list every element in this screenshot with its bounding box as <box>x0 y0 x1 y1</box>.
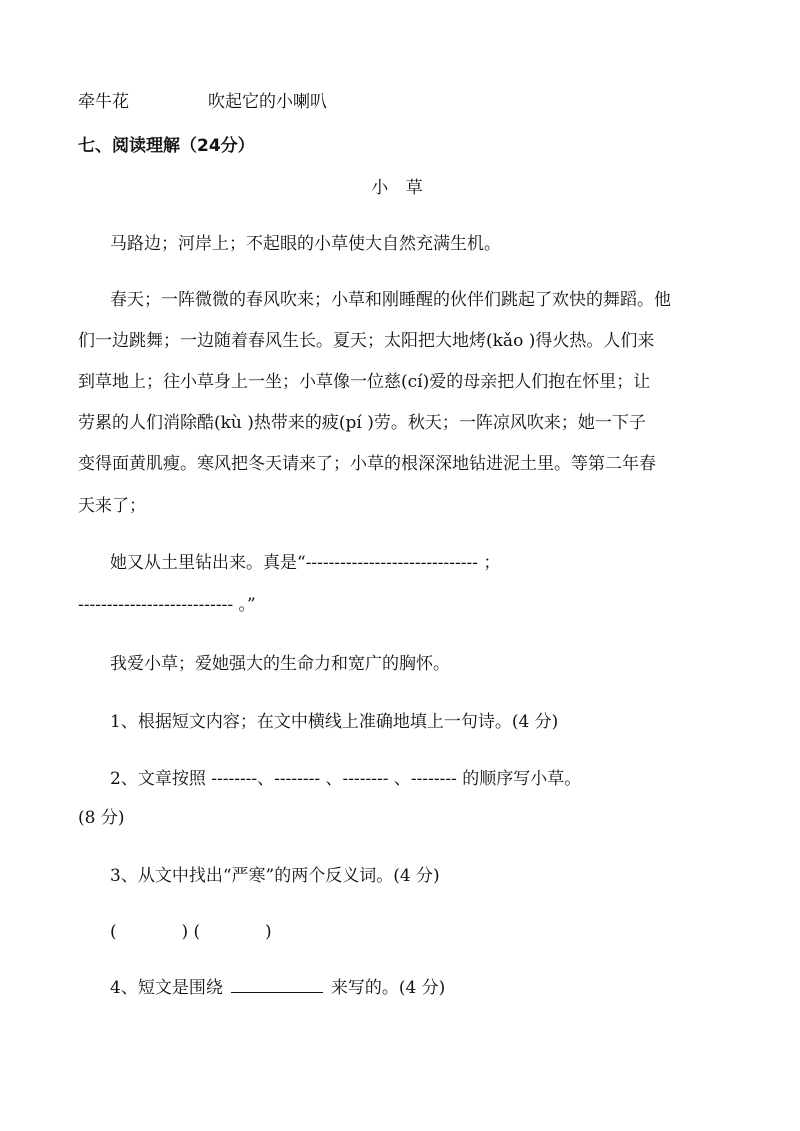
question-4 <box>110 976 445 1000</box>
paragraph-2-line-3: 到草地上；往小草身上一坐；小草像一位慈(cí)爱的母亲把人们抱在怀里；让 <box>78 372 651 392</box>
paragraph-2-line-6: 天来了； <box>78 496 146 516</box>
question-1: 1、根据短文内容；在文中横线上准确地填上一句诗。(4 分) <box>110 712 559 732</box>
paragraph-2-line-1: 春天；一阵微微的春风吹来；小草和刚睡醒的伙伴们跳起了欢快的舞蹈。他 <box>110 290 671 310</box>
section-heading: 七、阅读理解（24分） <box>78 136 255 156</box>
top-line-left: 牵牛花 <box>78 92 129 112</box>
paragraph-3-line-1: 她又从土里钻出来。真是“------------------------------ ； <box>110 553 501 573</box>
paragraph-3-line-2: --------------------------- 。” <box>78 595 256 615</box>
question-4-answer-line <box>231 976 323 993</box>
paragraph-2-line-5: 变得面黄肌瘦。寒风把冬天请来了；小草的根深深地钻进泥土里。等第二年春 <box>78 454 656 474</box>
question-4-suffix: 来写的。(4 分) <box>330 978 446 998</box>
question-3-answer-blanks: ( ) ( ) <box>110 922 272 942</box>
top-line-right: 吹起它的小喇叭 <box>208 92 327 112</box>
passage-title: 小 草 <box>371 178 429 198</box>
paragraph-4: 我爱小草；爱她强大的生命力和宽广的胸怀。 <box>110 654 450 674</box>
paragraph-1: 马路边；河岸上；不起眼的小草使大自然充满生机。 <box>110 234 501 254</box>
question-2-line-2: (8 分) <box>78 808 125 828</box>
paragraph-2-line-2: 们一边跳舞；一边随着春风生长。夏天；太阳把大地烤(kǎo )得火热。人们来 <box>78 331 655 351</box>
question-3: 3、从文中找出“严寒”的两个反义词。(4 分) <box>110 866 440 886</box>
paragraph-2-line-4: 劳累的人们消除酷(kù )热带来的疲(pí )劳。秋天；一阵凉风吹来；她一下子 <box>78 413 646 433</box>
question-4-prefix: 4、短文是围绕 <box>110 978 223 998</box>
question-2-line-1: 2、文章按照 --------、-------- 、-------- 、-------- 的顺序写小草。 <box>110 769 582 789</box>
